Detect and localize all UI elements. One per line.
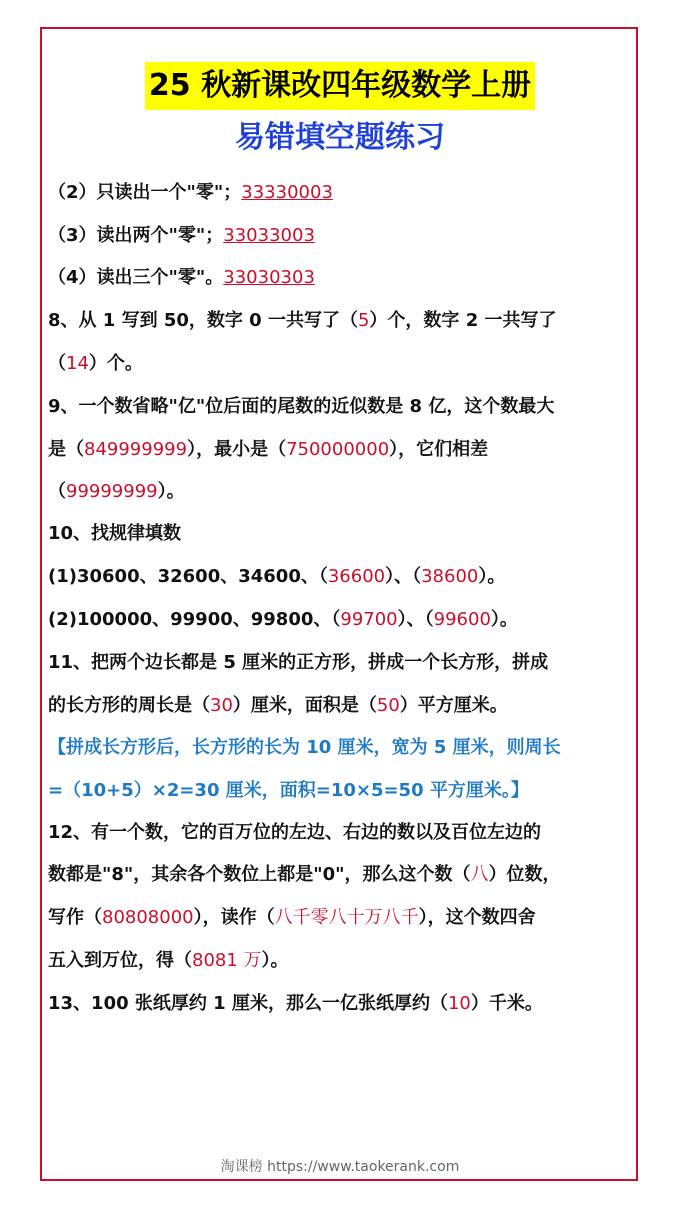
text-line: 12、有一个数，它的百万位的左边、右边的数以及百位左边的	[48, 822, 542, 843]
answer: 八	[470, 864, 489, 885]
hint-line: 【拼成长方形后，长方形的长为 10 厘米，宽为 5 厘米，则周长	[48, 737, 561, 758]
answer: 38600	[421, 566, 479, 587]
answer: 80808000	[102, 907, 194, 928]
answer: 33030303	[223, 267, 315, 288]
answer: 99999999	[66, 481, 158, 502]
page-subtitle: 易错填空题练习	[235, 120, 445, 155]
title-block	[0, 62, 680, 110]
text-line: (2)100000、99900、99800、（99700）、（99600）。	[48, 609, 518, 630]
text-line: (1)30600、32600、34600、（36600）、（38600）。	[48, 566, 506, 587]
text-line: 五入到万位，得（8081 万）。	[48, 950, 289, 971]
answer: 33033003	[223, 225, 315, 246]
text-line: 10、找规律填数	[48, 523, 182, 544]
answer: 99600	[433, 609, 491, 630]
text-line: 是（849999999），最小是（750000000），它们相差	[48, 439, 489, 460]
answer: 849999999	[84, 439, 188, 460]
text-line: 11、把两个边长都是 5 厘米的正方形，拼成一个长方形，拼成	[48, 652, 549, 673]
text-line: （3）读出两个"零"；33033003	[48, 225, 315, 246]
answer: 50	[376, 695, 400, 716]
hint-line: =（10+5）×2=30 厘米，面积=10×5=50 平方厘米。】	[48, 780, 529, 801]
answer: 99700	[340, 609, 398, 630]
text-line: 的长方形的周长是（30）厘米，面积是（50）平方厘米。	[48, 695, 508, 716]
answer: 750000000	[286, 439, 390, 460]
text-line: （14）个。	[48, 353, 143, 374]
text-line: 9、一个数省略"亿"位后面的尾数的近似数是 8 亿，这个数最大	[48, 396, 555, 417]
answer: 10	[447, 993, 471, 1014]
text-line: （2）只读出一个"零"；33330003	[48, 182, 333, 203]
text-line: 写作（80808000），读作（八千零八十万八千），这个数四舍	[48, 907, 536, 928]
answer: 36600	[327, 566, 386, 587]
answer: 30	[210, 695, 233, 716]
text-line: 8、从 1 写到 50，数字 0 一共写了（5）个，数字 2 一共写了	[48, 310, 557, 331]
answer: 14	[66, 353, 89, 374]
answer: 5	[357, 310, 370, 331]
page-title: 25 秋新课改四年级数学上册	[145, 62, 535, 110]
text-line: 数都是"8"，其余各个数位上都是"0"，那么这个数（八）位数，	[48, 864, 561, 885]
text-line: （4）读出三个"零"。33030303	[48, 267, 315, 288]
text-line: 13、100 张纸厚约 1 厘米，那么一亿张纸厚约（10）千米。	[48, 993, 543, 1014]
text-line: （99999999）。	[48, 481, 185, 502]
answer: 8081 万	[192, 950, 262, 971]
answer: 33330003	[241, 182, 333, 203]
answer: 八千零八十万八千	[274, 907, 419, 928]
footer-watermark: 淘课榜 https://www.taokerank.com	[220, 1159, 460, 1175]
